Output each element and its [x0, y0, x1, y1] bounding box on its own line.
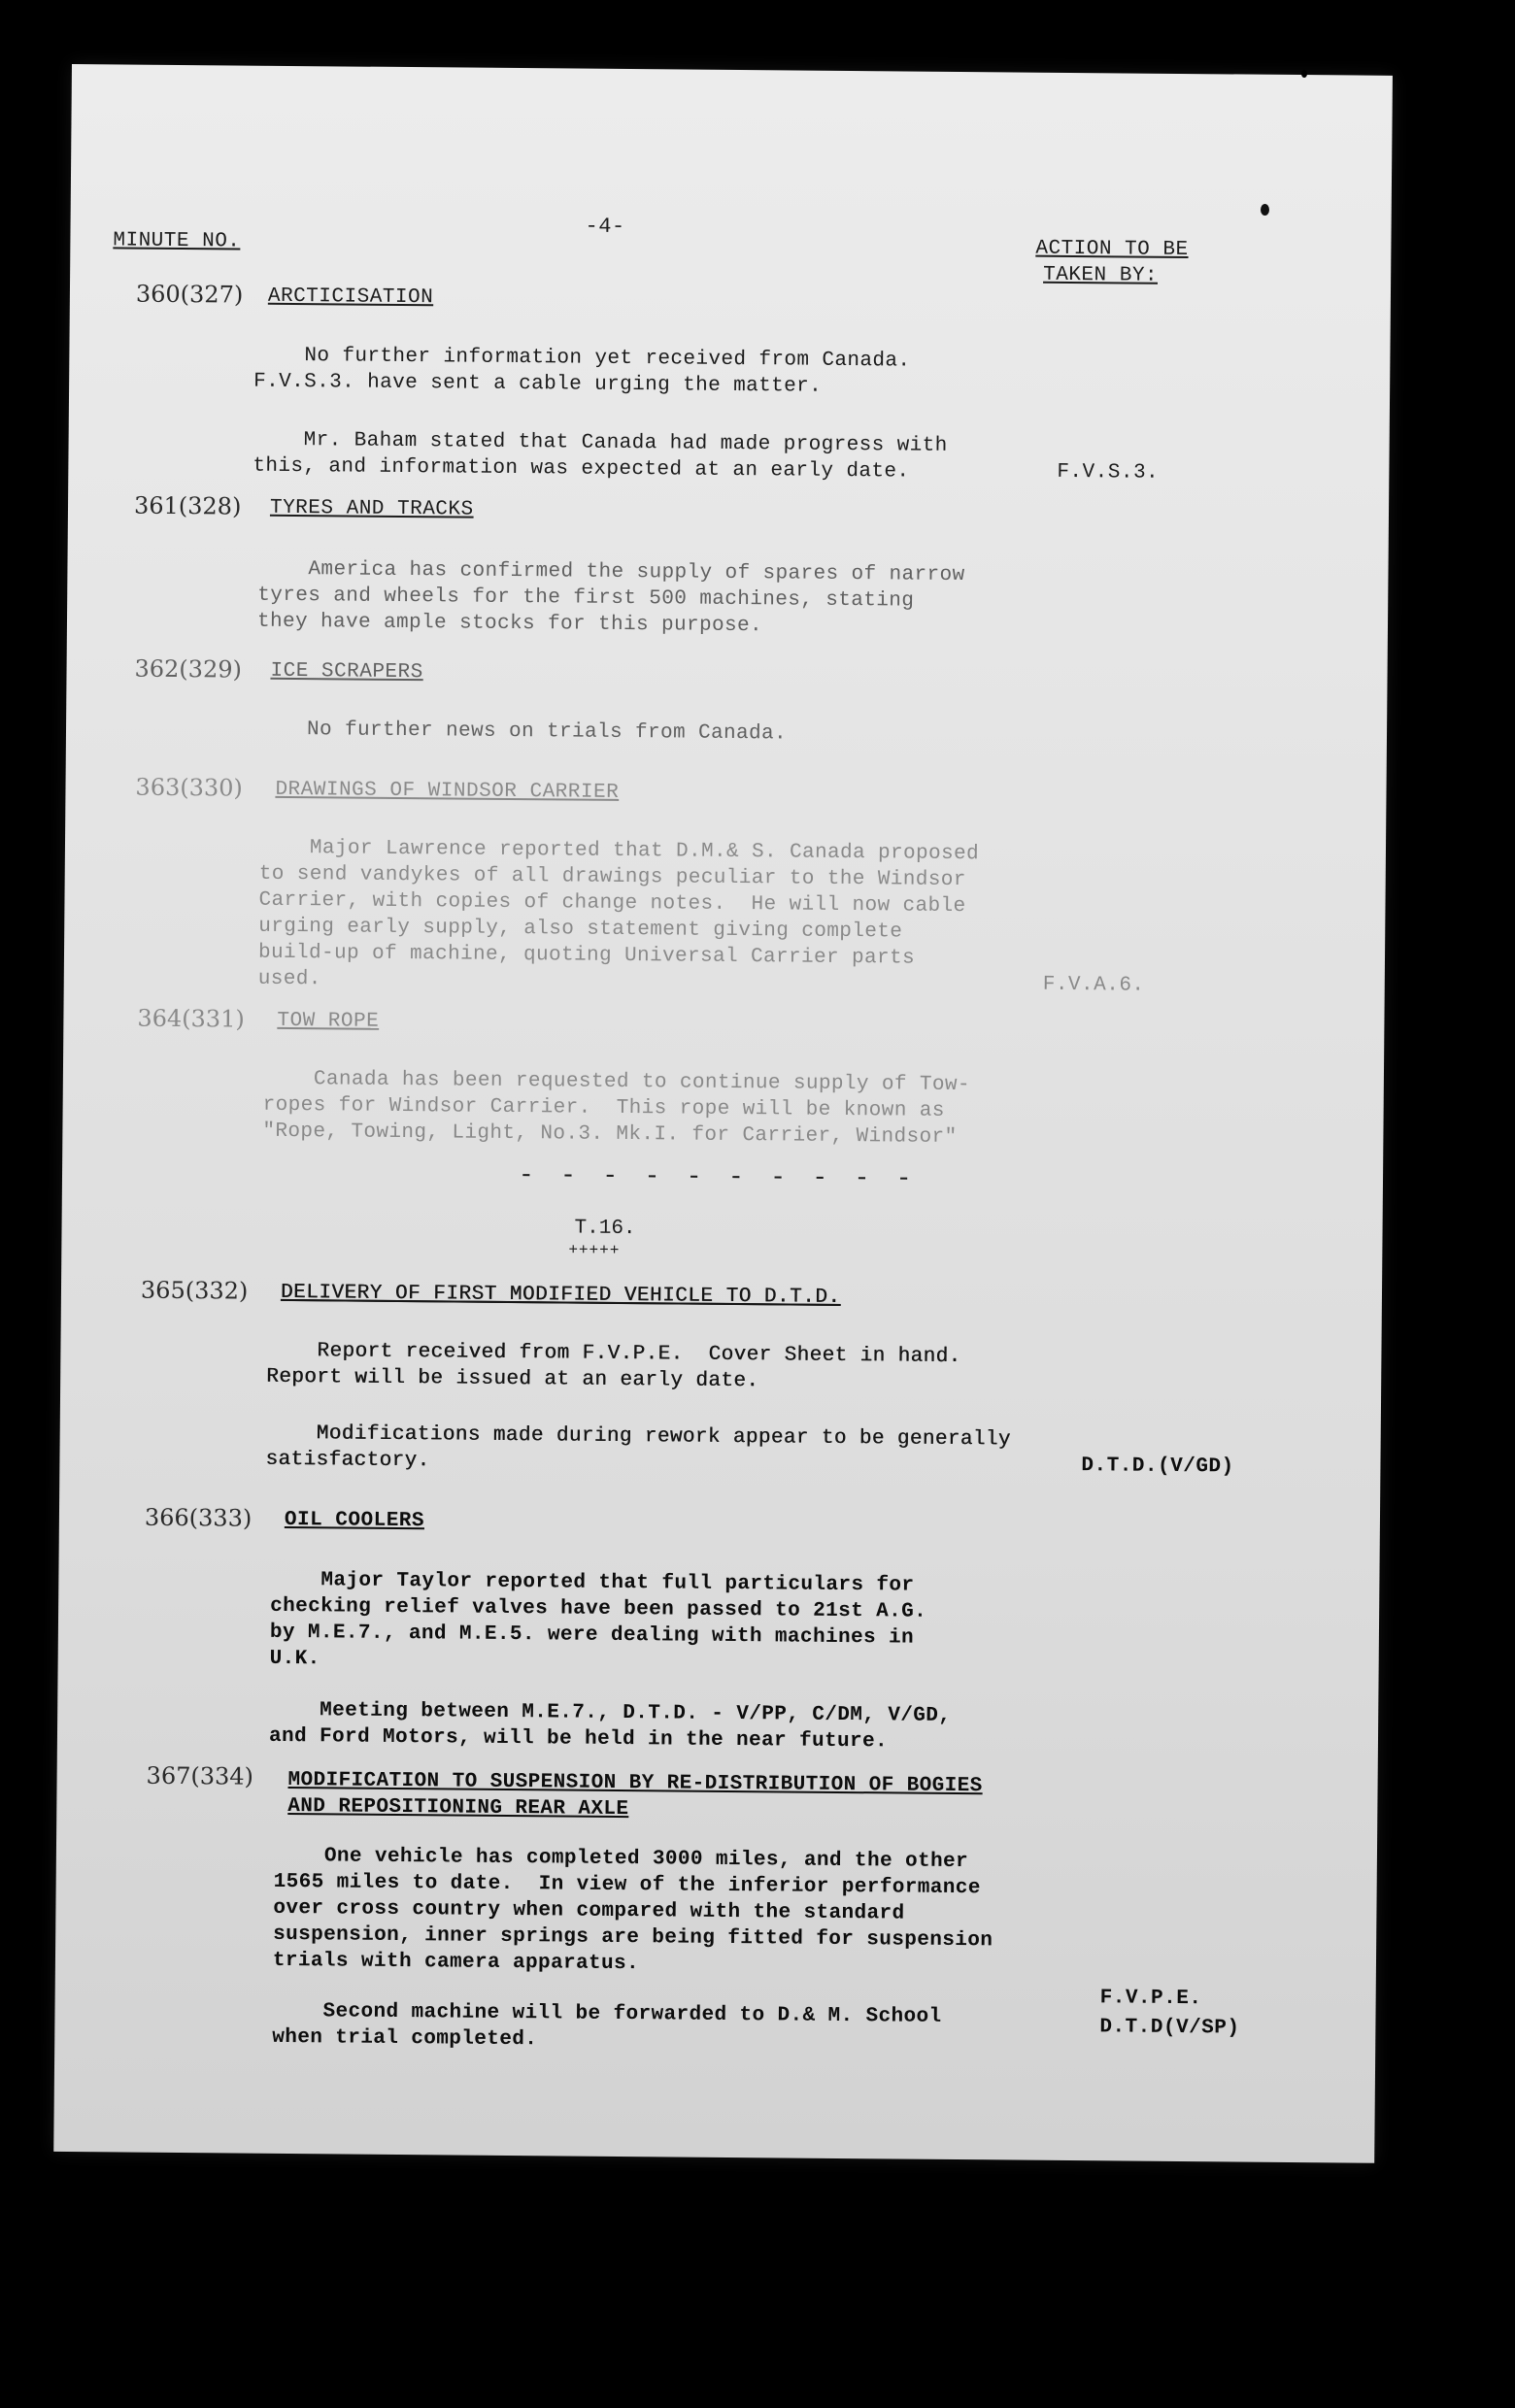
minute-paragraph: Second machine will be forwarded to D.& M. School when trial completed. [272, 1999, 942, 2052]
scan-speck [1301, 70, 1307, 78]
minute-number: 366(333) [144, 1503, 252, 1532]
minute-paragraph: Canada has been requested to continue supply of Tow- ropes for Windsor Carrier. This rope will be known as "Rope, Towing, Light, No.3. Mk.I. for Carrier, Windsor" [262, 1067, 971, 1149]
minute-title: DELIVERY OF FIRST MODIFIED VEHICLE TO D.T.D. [280, 1281, 841, 1309]
section-reference: T.16. [574, 1217, 636, 1241]
minute-paragraph: Mr. Baham stated that Canada had made progress with this, and information was expected at an early date. [252, 428, 948, 484]
minute-number: 362(329) [134, 654, 243, 684]
minute-paragraph: Modifications made during rework appear to be generally satisfactory. [265, 1421, 1011, 1473]
action-by: F.V.P.E. D.T.D(V/SP) [1099, 1987, 1240, 2040]
minute-paragraph: Meeting between M.E.7., D.T.D. - V/PP, C/DM, V/GD, and Ford Motors, will be held in the near future. [268, 1698, 952, 1754]
minute-title: TOW ROPE [277, 1009, 380, 1033]
minute-paragraph: Major Lawrence reported that D.M.& S. Canada proposed to send vandykes of all drawings peculiar to the Windsor Carrier, with copies of change notes. He will now cable urging early supply, also statement giving complete build-up of machine, quoting Universal Carrier parts used. [257, 836, 980, 991]
minute-number: 363(330) [135, 773, 243, 802]
minute-title: OIL COOLERS [284, 1508, 425, 1533]
minute-paragraph: No further information yet received from Canada. F.V.S.3. have sent a cable urging the matter. [253, 344, 911, 398]
minute-number: 365(332) [140, 1276, 249, 1305]
minute-paragraph: America has confirmed the supply of spares of narrow tyres and wheels for the first 500 machines, stating they have ample stocks for this purpose. [256, 557, 965, 638]
minute-number: 367(334) [146, 1761, 254, 1790]
scan-speck [1261, 204, 1269, 216]
minute-no-header: MINUTE NO. [113, 229, 241, 253]
minute-number: 361(328) [133, 491, 242, 520]
minute-number: 364(331) [137, 1004, 245, 1033]
minute-number: 360(327) [135, 280, 244, 309]
action-by: F.V.S.3. [1057, 460, 1160, 485]
action-by: F.V.A.6. [1042, 973, 1145, 997]
minute-paragraph: No further news on trials from Canada. [255, 718, 788, 746]
minute-title: TYRES AND TRACKS [269, 496, 474, 521]
action-by: D.T.D.(V/GD) [1081, 1455, 1234, 1479]
document-page [53, 64, 1393, 2163]
minute-title: DRAWINGS OF WINDSOR CARRIER [275, 778, 620, 804]
minute-paragraph: Major Taylor reported that full particulars for checking relief valves have been passed to 21st A.G. by M.E.7., and M.E.5. were dealing with machines in U.K. [269, 1568, 927, 1671]
action-header-line1: ACTION TO BE [1035, 237, 1189, 262]
minute-title: ICE SCRAPERS [270, 659, 423, 685]
page-number: -4- [585, 214, 625, 239]
minute-paragraph: Report received from F.V.P.E. Cover Sheet in hand. Report will be issued at an early date. [266, 1339, 961, 1393]
section-separator: - - - - - - - - - - [518, 1160, 918, 1193]
section-reference-mark: +++++ [568, 1241, 621, 1259]
minute-title: MODIFICATION TO SUSPENSION BY RE-DISTRIBUTION OF BOGIES AND REPOSITIONING REAR AXLE [287, 1769, 983, 1822]
action-header-line2: TAKEN BY: [1043, 263, 1159, 287]
minute-title: ARCTICISATION [267, 284, 434, 310]
minute-paragraph: One vehicle has completed 3000 miles, and the other 1565 miles to date. In view of the inferior performance over cross country when compared with the standard suspension, inner springs are being fitted for suspension trials with camera apparatus. [272, 1844, 993, 1976]
